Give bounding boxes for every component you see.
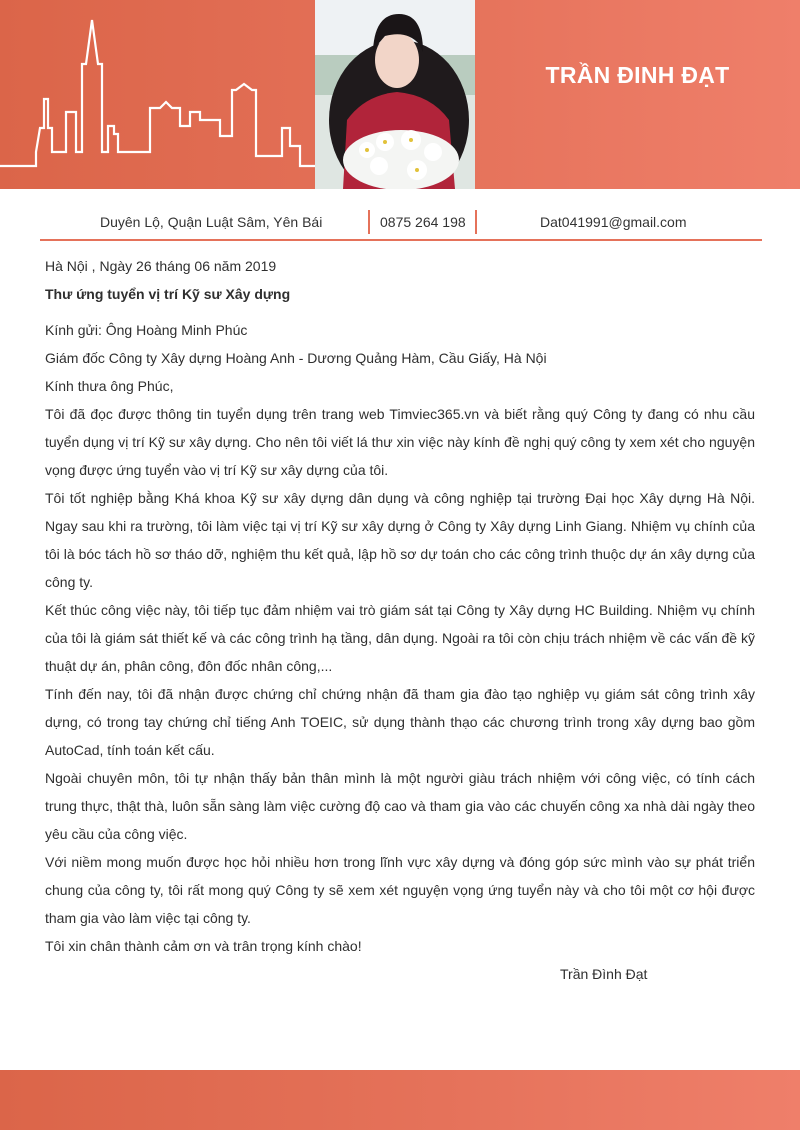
contact-phone: 0875 264 198 (380, 214, 466, 230)
letter-paragraph: Tính đến nay, tôi đã nhận được chứng chỉ chứng nhận đã tham gia đào tạo nghiệp vụ giám sát công trình xây dựng, có trong tay chứng chỉ tiếng Anh TOEIC, sử dụng thành thạo các chương trình trong xây dựng bao gồm AutoCad, tính toán kết cấu. (45, 686, 755, 758)
contact-info (40, 208, 762, 236)
letter-paragraph: Tôi tốt nghiệp bằng Khá khoa Kỹ sư xây dựng dân dụng và công nghiệp tại trường Đại học Xây dựng Hà Nội. Ngay sau khi ra trường, tôi làm việc tại vị trí Kỹ sư xây dựng ở Công ty Xây dựng Linh Giang. Nhiệm vụ chính của tôi là bóc tách hồ sơ tháo dỡ, nghiệm thu kết quả, lập hồ sơ dự toán cho các công trình thuộc dự án xây dựng của công ty. (45, 490, 755, 590)
contact-divider (368, 210, 370, 234)
letter-paragraph: Ngoài chuyên môn, tôi tự nhận thấy bản thân mình là một người giàu trách nhiệm với công việc, có tính cách trung thực, thật thà, luôn sẵn sàng làm việc cường độ cao và tham gia vào các chuyến công xa nhà dài ngày theo yêu cầu của công việc. (45, 770, 755, 842)
footer-band (0, 1070, 800, 1130)
letter-greeting: Kính thưa ông Phúc, (45, 378, 174, 394)
city-skyline-icon (0, 0, 315, 189)
portrait-photo (315, 0, 475, 189)
letter-date: Hà Nội , Ngày 26 tháng 06 năm 2019 (45, 258, 277, 274)
candidate-name: TRẦN ĐINH ĐẠT (545, 62, 730, 88)
contact-email: Dat041991@gmail.com (540, 214, 687, 230)
contact-address: Duyên Lộ, Quận Luật Sâm, Yên Bái (100, 214, 323, 230)
contact-divider (475, 210, 477, 234)
header-banner (0, 0, 800, 189)
header-rule (40, 239, 762, 241)
letter-recipient: Kính gửi: Ông Hoàng Minh Phúc (45, 322, 248, 338)
letter-closing: Tôi xin chân thành cảm ơn và trân trọng kính chào! (45, 938, 362, 954)
letter-signature: Trần Đình Đạt (560, 966, 648, 982)
letter-subject: Thư ứng tuyển vị trí Kỹ sư Xây dựng (45, 286, 291, 302)
letter-recipient-title: Giám đốc Công ty Xây dựng Hoàng Anh - Dương Quảng Hàm, Cầu Giấy, Hà Nội (45, 350, 547, 366)
letter-paragraph: Tôi đã đọc được thông tin tuyển dụng trên trang web Timviec365.vn và biết rằng quý Công ty đang có nhu cầu tuyển dụng vị trí Kỹ sư xây dựng. Cho nên tôi viết lá thư xin việc này kính đề nghị quý công ty xem xét cho nguyện vọng được ứng tuyển vào vị trí Kỹ sư xây dựng của tôi. (45, 406, 755, 478)
letter-body (45, 252, 755, 988)
letter-paragraph: Kết thúc công việc này, tôi tiếp tục đảm nhiệm vai trò giám sát tại Công ty Xây dựng HC Building. Nhiệm vụ chính của tôi là giám sát thiết kế và các công trình hạ tầng, dân dụng. Ngoài ra tôi còn chịu trách nhiệm về các vấn đề kỹ thuật dự án, phân công, đôn đốc nhân công,... (45, 602, 755, 674)
letter-paragraph: Với niềm mong muốn được học hỏi nhiều hơn trong lĩnh vực xây dựng và đóng góp sức mình vào sự phát triển chung của công ty, tôi rất mong quý Công ty sẽ xem xét nguyện vọng ứng tuyển này và cho tôi một cơ hội được tham gia vào làm việc tại công ty. (45, 854, 755, 926)
portrait-image (315, 0, 475, 189)
